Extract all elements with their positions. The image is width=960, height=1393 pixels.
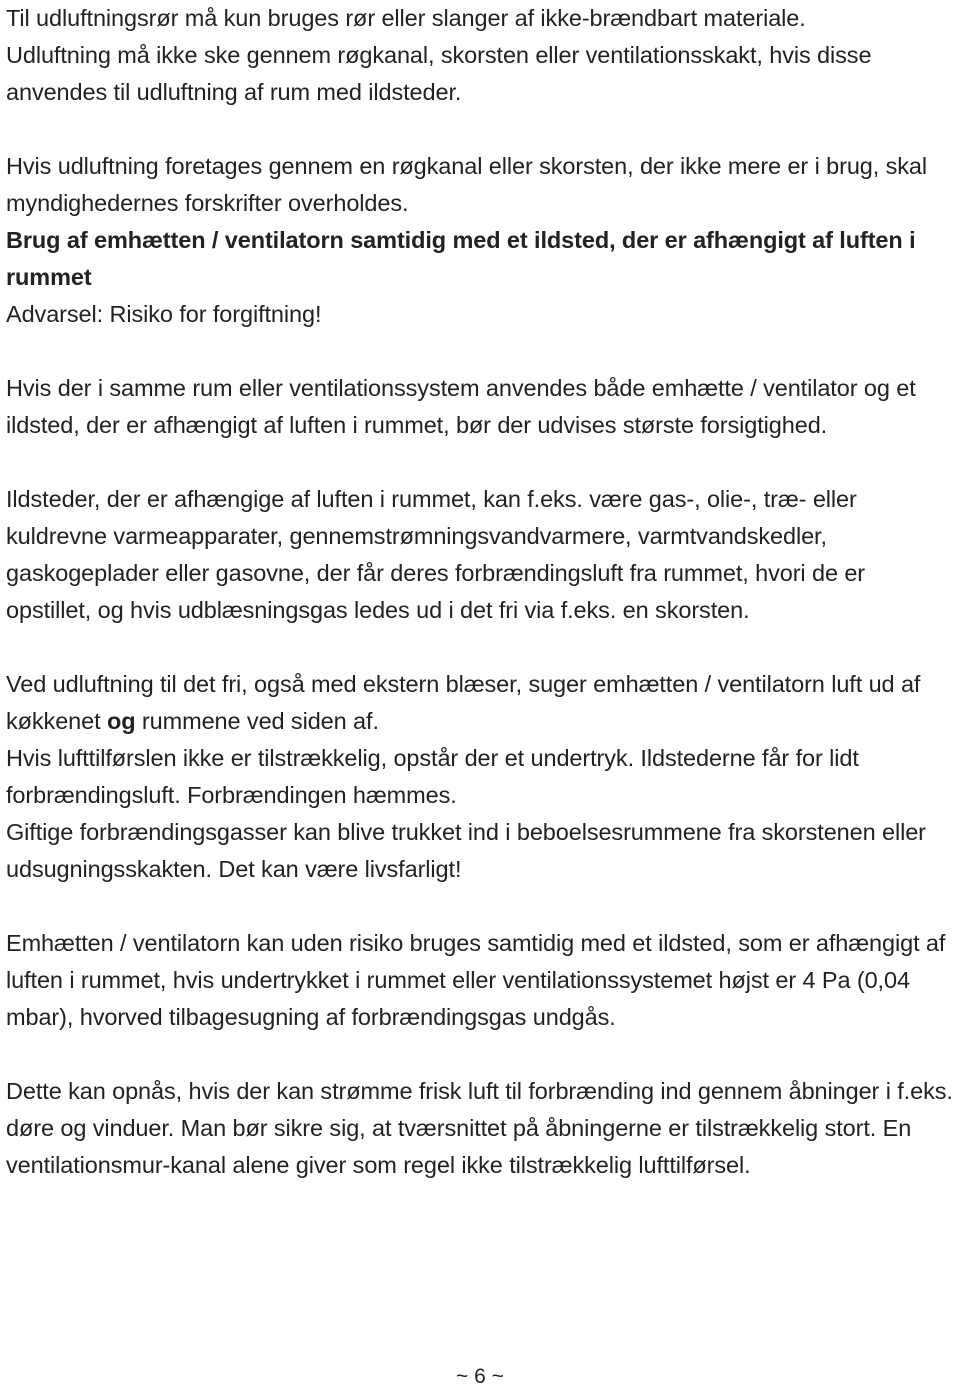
paragraph-no-flue: Udluftning må ikke ske gennem røgkanal, skorsten eller ventilationsskakt, hvis disse anvendes til udluftning af rum med ildsteder.: [6, 42, 872, 105]
page-number: ~ 6 ~: [456, 1365, 504, 1388]
document-page: [6, 0, 956, 1184]
venting-text-start: Ved udluftning til det fri, også med ekstern blæser, suger emhætten / ventilatorn luft ud af køkkenet: [6, 671, 921, 734]
paragraph-materials: Til udluftningsrør må kun bruges rør eller slanger af ikke-brændbart materiale.: [6, 5, 806, 31]
emphasis-og: og: [106, 708, 136, 734]
paragraph-underpressure: Hvis lufttilførslen ikke er tilstrækkelig, opstår der et undertryk. Ildstederne får for lidt forbrændingsluft. Forbrændingen hæmmes.: [6, 745, 859, 808]
paragraph-venting: [6, 666, 956, 740]
section-heading: Brug af emhætten / ventilatorn samtidig med et ildsted, der er afhængigt af luften i rummet: [6, 227, 916, 290]
paragraph-safe-use: Emhætten / ventilatorn kan uden risiko bruges samtidig med et ildsted, som er afhængigt af luften i rummet, hvis undertrykket i rummet eller ventilationssystemet højst er 4 Pa (0,04 mbar), hvorved tilbagesugning af forbrændingsgas undgås.: [6, 930, 946, 1030]
venting-text-end: rummene ved siden af.: [135, 708, 379, 734]
warning-text: Advarsel: Risiko for forgiftning!: [6, 301, 322, 327]
paragraph-fresh-air: Dette kan opnås, hvis der kan strømme frisk luft til forbrænding ind gennem åbninger i f.eks. døre og vinduer. Man bør sikre sig, at tværsnittet på åbningerne er tilstrækkelig stort. En ventilationsmur-kanal alene giver som regel ikke tilstrækkelig lufttilførsel.: [6, 1078, 953, 1178]
paragraph-regulations: Hvis udluftning foretages gennem en røgkanal eller skorsten, der ikke mere er i brug, skal myndighedernes forskrifter overholdes.: [6, 153, 928, 216]
paragraph-toxic-gases: Giftige forbrændingsgasser kan blive trukket ind i beboelsesrummene fra skorstenen eller udsugningsskakten. Det kan være livsfarligt!: [6, 819, 926, 882]
paragraph-caution: Hvis der i samme rum eller ventilationssystem anvendes både emhætte / ventilator og et ildsted, der er afhængigt af luften i rummet, bør der udvises største forsigtighed.: [6, 375, 916, 438]
paragraph-fireplaces: Ildsteder, der er afhængige af luften i rummet, kan f.eks. være gas-, olie-, træ- eller kuldrevne varmeapparater, gennemstrømningsvandvarmere, varmtvandskedler, gaskogeplader eller gasovne, der får deres forbrændingsluft fra rummet, hvori de er opstillet, og hvis udblæsningsgas ledes ud i det fri via f.eks. en skorsten.: [6, 486, 866, 623]
